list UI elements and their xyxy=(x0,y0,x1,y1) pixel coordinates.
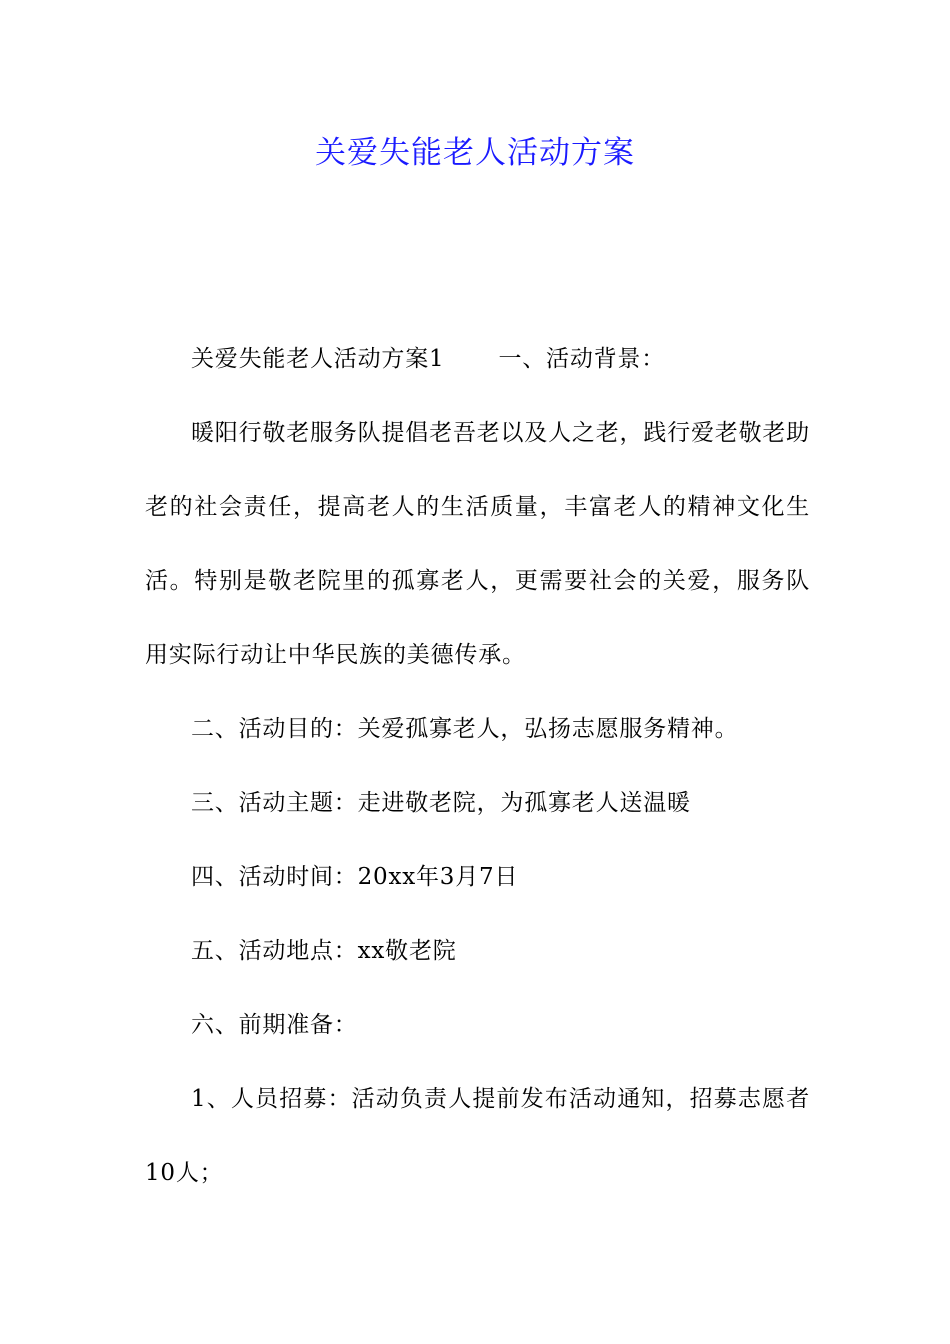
intro-line xyxy=(145,322,810,396)
time-paragraph: 四、活动时间：20xx年3月7日 xyxy=(191,864,519,890)
preparation-heading: 六、前期准备： xyxy=(191,1012,358,1038)
background-paragraph: 暖阳行敬老服务队提倡老吾老以及人之老，践行爱老敬老助老的社会责任，提高老人的生活质量，丰富老人的精神文化生活。特别是敬老院里的孤寡老人，更需要社会的关爱，服务队用实际行动让中华民族的美德传承。 xyxy=(145,420,810,668)
section1-heading: 一、活动背景： xyxy=(498,346,666,372)
intro-heading: 关爱失能老人活动方案1 xyxy=(191,346,445,372)
location-paragraph: 五、活动地点：xx敬老院 xyxy=(191,938,457,964)
recruitment-paragraph: 1、人员招募：活动负责人提前发布活动通知，招募志愿者10人； xyxy=(145,1086,810,1186)
document-body xyxy=(145,322,810,1210)
document-title: 关爱失能老人活动方案 xyxy=(315,135,635,171)
purpose-paragraph: 二、活动目的：关爱孤寡老人，弘扬志愿服务精神。 xyxy=(191,716,739,742)
theme-paragraph: 三、活动主题：走进敬老院，为孤寡老人送温暖 xyxy=(191,790,691,816)
